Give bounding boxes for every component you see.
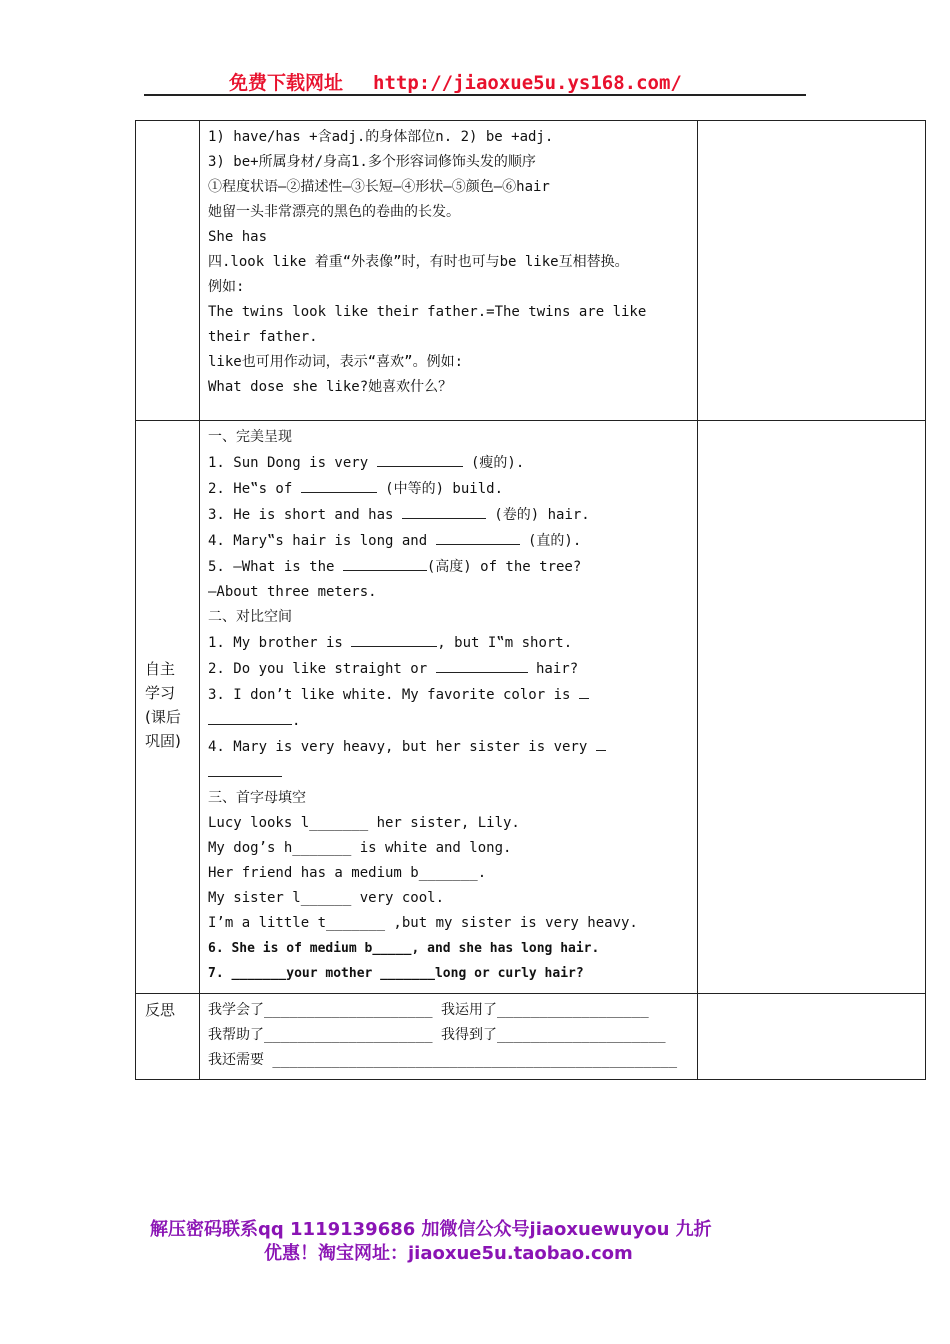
answer-blank[interactable]: [402, 502, 486, 519]
grammar-line: 四.look like 着重“外表像”时，有时也可与be like互相替换。: [208, 254, 629, 270]
section3-title: 三、首字母填空: [208, 790, 306, 806]
self-study-label-cell: [136, 421, 200, 994]
exercise-item: [208, 450, 691, 476]
header-url[interactable]: http://jiaoxue5u.ys168.com/: [373, 72, 682, 94]
initial-letter-item: My sister l______ very cool.: [208, 890, 445, 906]
grammar-row: [136, 121, 926, 421]
reflection-notes-cell: [698, 994, 926, 1080]
reflection-label-cell: [136, 994, 200, 1080]
section1-title: 一、完美呈现: [208, 429, 292, 445]
exercise-text-after: .: [292, 713, 301, 729]
footer-line-1: 解压密码联系qq 1119139686 加微信公众号jiaoxuewuyou 九折: [150, 1219, 712, 1240]
exercise-item: [208, 708, 691, 734]
exercises: [200, 421, 697, 992]
reflection-lines: [200, 994, 697, 1079]
answer-blank[interactable]: [208, 708, 292, 725]
exercise-item: [208, 656, 691, 682]
reflection-line: 我学会了____________________ 我运用了__________________: [208, 1002, 649, 1018]
self-study-label-line: 自主: [145, 660, 176, 678]
answer-blank[interactable]: [208, 760, 282, 777]
grammar-line: ①程度状语—②描述性—③长短—④形状—⑤颜色—⑥hair: [208, 179, 550, 195]
initial-letter-item-bold: 6. She is of medium b_____, and she has long hair.: [208, 941, 600, 956]
exercise-text-after: (卷的) hair.: [485, 507, 590, 523]
page-header: [144, 66, 806, 96]
exercise-text-after: (瘦的).: [462, 455, 525, 471]
initial-letter-item: Lucy looks l_______ her sister, Lily.: [208, 815, 520, 831]
section3-items: [208, 811, 691, 936]
exercise-text: 2. Do you like straight or: [208, 661, 436, 677]
exercise-text: 1. My brother is: [208, 635, 352, 651]
self-study-label-line: 学习: [145, 684, 176, 702]
exercise-text: 4. Mary is very heavy, but her sister is very: [208, 739, 596, 755]
self-study-label: [136, 421, 199, 753]
section2-title: 二、对比空间: [208, 609, 292, 625]
reflection-content-cell: [200, 994, 698, 1080]
initial-letter-item: I’m a little t_______ ,but my sister is very heavy.: [208, 915, 638, 931]
reflection-row: [136, 994, 926, 1080]
header-title: 免费下载网址: [229, 72, 344, 94]
grammar-notes-cell: [698, 121, 926, 421]
answer-blank[interactable]: [436, 528, 520, 545]
self-study-row: [136, 421, 926, 994]
exercise-text-after: (中等的) build.: [376, 481, 504, 497]
exercise-text: 3. I don’t like white. My favorite color is: [208, 687, 579, 703]
self-study-notes-cell: [698, 421, 926, 994]
exercise-text: 5. —What is the: [208, 559, 343, 575]
grammar-content-cell: [200, 121, 698, 421]
exercise-text: 4. Mary‟s hair is long and: [208, 533, 436, 549]
exercise-item: [208, 502, 691, 528]
grammar-line: 1) have/has +含adj.的身体部位n. 2) be +adj.: [208, 129, 554, 145]
answer-blank[interactable]: [301, 476, 377, 493]
exercise-item: [208, 630, 691, 656]
self-study-label-line: (课后: [145, 708, 181, 726]
answer-blank[interactable]: [436, 656, 528, 673]
initial-letter-item-bold: 7. _______your mother _______long or curly hair?: [208, 966, 584, 981]
grammar-line: She has: [208, 229, 268, 245]
exercise-text-after: (直的).: [519, 533, 582, 549]
initial-letter-item: My dog’s h_______ is white and long.: [208, 840, 512, 856]
exercise-text-after: (高度) of the tree?: [426, 559, 582, 575]
section1-extra: —About three meters.: [208, 584, 377, 600]
answer-blank[interactable]: [351, 630, 437, 647]
grammar-label-cell: [136, 121, 200, 421]
grammar-line: The twins look like their father.=The twins are like: [208, 304, 647, 320]
exercise-item: [208, 476, 691, 502]
reflection-line: 我帮助了____________________ 我得到了____________________: [208, 1027, 666, 1043]
self-study-content-cell: [200, 421, 698, 994]
grammar-line: like也可用作动词，表示“喜欢”。例如:: [208, 354, 464, 370]
answer-blank[interactable]: [377, 450, 463, 467]
exercise-item: [208, 682, 691, 708]
self-study-label-line: 巩固): [145, 732, 181, 750]
exercise-text-after: hair?: [527, 661, 579, 677]
grammar-line: 3) be+所属身材/身高1.多个形容词修饰头发的顺序: [208, 154, 536, 170]
grammar-line: 她留一头非常漂亮的黑色的卷曲的长发。: [208, 204, 460, 220]
exercise-text: 3. He is short and has: [208, 507, 402, 523]
grammar-line: 例如:: [208, 279, 245, 295]
grammar-line: What dose she like?她喜欢什么？: [208, 379, 453, 395]
exercise-item: [208, 554, 691, 580]
exercise-item: [208, 528, 691, 554]
exercise-text-after: , but I‟m short.: [437, 635, 573, 651]
worksheet-table: [135, 120, 926, 1080]
answer-blank[interactable]: [579, 682, 589, 699]
section1-items: [208, 450, 691, 580]
header-text: [229, 68, 682, 95]
initial-letter-item: Her friend has a medium b_______.: [208, 865, 487, 881]
grammar-notes: [200, 121, 697, 406]
exercise-text: 1. Sun Dong is very: [208, 455, 377, 471]
reflection-label: 反思: [145, 1001, 176, 1019]
grammar-line: their father.: [208, 329, 318, 345]
section2-items: [208, 630, 691, 786]
exercise-item: [208, 734, 691, 760]
exercise-text: 2. He‟s of: [208, 481, 301, 497]
reflection-line: 我还需要 ________________________________________________: [208, 1052, 678, 1068]
answer-blank[interactable]: [343, 554, 427, 571]
answer-blank[interactable]: [596, 734, 606, 751]
footer-line-2: 优惠！淘宝网址：jiaoxue5u.taobao.com: [264, 1243, 633, 1264]
page-footer: [150, 1218, 790, 1266]
exercise-item: [208, 760, 691, 786]
section3-bold-items: [208, 936, 691, 986]
